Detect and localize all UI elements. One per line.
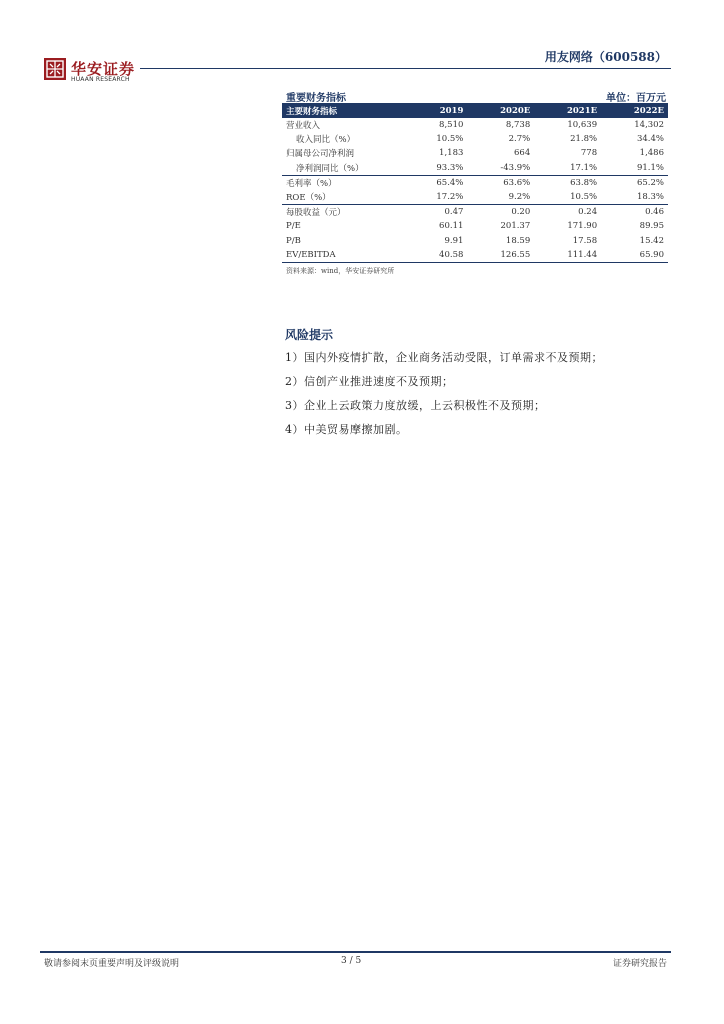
- table-cell: 60.11: [439, 221, 464, 232]
- table-cell: 17.58: [572, 235, 598, 246]
- table-cell: 18.3%: [601, 190, 668, 205]
- table-cell: 15.42: [639, 235, 664, 246]
- logo-english-name: HUAAN RESEARCH: [71, 76, 130, 83]
- risk-item: 2）信创产业推进速度不及预期；: [285, 375, 454, 388]
- table-cell: 1,183: [439, 148, 464, 159]
- risk-item: 1）国内外疫情扩散，企业商务活动受限，订单需求不及预期；: [285, 351, 603, 364]
- table-row: [282, 118, 668, 132]
- table-cell: 9.2%: [467, 190, 534, 205]
- table-title-bar: [282, 88, 668, 103]
- report-type: 证券研究报告: [612, 959, 667, 969]
- row-label: 归属母公司净利润: [286, 149, 355, 160]
- table-cell: 17.1%: [534, 161, 601, 176]
- page-number: 3 / 5: [341, 956, 362, 966]
- table-row: [282, 234, 668, 248]
- table-cell: 93.3%: [406, 161, 467, 176]
- huaan-logo-icon: [44, 58, 66, 80]
- risk-item: 3）企业上云政策力度放缓，上云积极性不及预期；: [285, 399, 546, 412]
- table-cell: 40.58: [439, 249, 464, 260]
- row-label: 净利润同比（%）: [282, 161, 406, 176]
- table-cell: 0.24: [578, 207, 598, 218]
- table-source: 资料来源：wind，华安证券研究所: [286, 266, 395, 275]
- table-cell: 8,738: [505, 120, 531, 131]
- risk-title: 风险提示: [285, 328, 334, 342]
- row-label: P/E: [286, 221, 301, 232]
- table-cell: 65.2%: [636, 177, 664, 188]
- risk-section: [285, 326, 675, 447]
- table-cell: 778: [580, 148, 598, 159]
- financial-table: [282, 104, 668, 262]
- table-cell: 91.1%: [601, 161, 668, 176]
- table-cell: 10.5%: [534, 190, 601, 205]
- table-cell: 126.55: [500, 249, 531, 260]
- financial-table-section: [282, 88, 668, 279]
- table-cell: 0.20: [511, 207, 531, 218]
- row-label: 毛利率（%）: [286, 178, 337, 189]
- table-row: [282, 248, 668, 262]
- row-label: ROE（%）: [282, 190, 406, 205]
- column-header: 2021E: [566, 106, 598, 116]
- table-cell: 63.6%: [503, 177, 531, 188]
- table-cell: 21.8%: [570, 134, 598, 145]
- row-label: 每股收益（元）: [286, 208, 346, 219]
- table-unit: 单位：百万元: [606, 93, 666, 104]
- table-title: 重要财务指标: [286, 93, 346, 104]
- table-row: [282, 132, 668, 146]
- table-row: [282, 175, 668, 190]
- table-row: [282, 190, 668, 205]
- table-row: [282, 205, 668, 220]
- row-label: 收入同比（%）: [296, 135, 356, 146]
- table-cell: 111.44: [567, 249, 598, 260]
- table-row: [282, 219, 668, 233]
- footer-disclaimer: 敬请参阅末页重要声明及评级说明: [44, 959, 180, 969]
- row-label: P/B: [286, 235, 301, 246]
- table-row: [282, 146, 668, 160]
- logo-chinese-name: 华安证券: [71, 60, 136, 78]
- table-cell: 0.47: [444, 207, 464, 218]
- company-name: 用友网络（600588）: [544, 50, 667, 64]
- header-divider: [140, 68, 671, 69]
- column-header: 2019: [439, 106, 464, 116]
- table-cell: 63.8%: [570, 177, 598, 188]
- footer-divider: [40, 951, 671, 953]
- table-cell: 14,302: [634, 120, 664, 131]
- table-cell: 10.5%: [436, 134, 464, 145]
- table-cell: 1,486: [639, 148, 664, 159]
- table-cell: 34.4%: [636, 134, 664, 145]
- table-cell: 171.90: [567, 221, 598, 232]
- table-cell: 8,510: [439, 120, 464, 131]
- table-cell: 65.90: [639, 249, 664, 260]
- table-cell: -43.9%: [467, 161, 534, 176]
- table-header-row: [282, 104, 668, 118]
- column-header: 2020E: [500, 106, 531, 116]
- table-row: [282, 161, 668, 176]
- table-cell: 10,639: [567, 120, 598, 131]
- column-header: 主要财务指标: [286, 107, 338, 117]
- row-label: EV/EBITDA: [286, 249, 336, 260]
- column-header: 2022E: [633, 106, 664, 116]
- table-cell: 17.2%: [406, 190, 467, 205]
- table-cell: 0.46: [645, 207, 664, 218]
- table-cell: 65.4%: [436, 177, 464, 188]
- risk-item: 4）中美贸易摩擦加剧。: [285, 423, 408, 436]
- table-cell: 89.95: [639, 221, 664, 232]
- table-cell: 664: [514, 148, 531, 159]
- table-cell: 18.59: [505, 235, 531, 246]
- table-cell: 201.37: [500, 221, 531, 232]
- table-cell: 9.91: [444, 235, 464, 246]
- table-cell: 2.7%: [508, 134, 531, 145]
- row-label: 营业收入: [286, 121, 321, 132]
- huaan-logo: [44, 58, 136, 84]
